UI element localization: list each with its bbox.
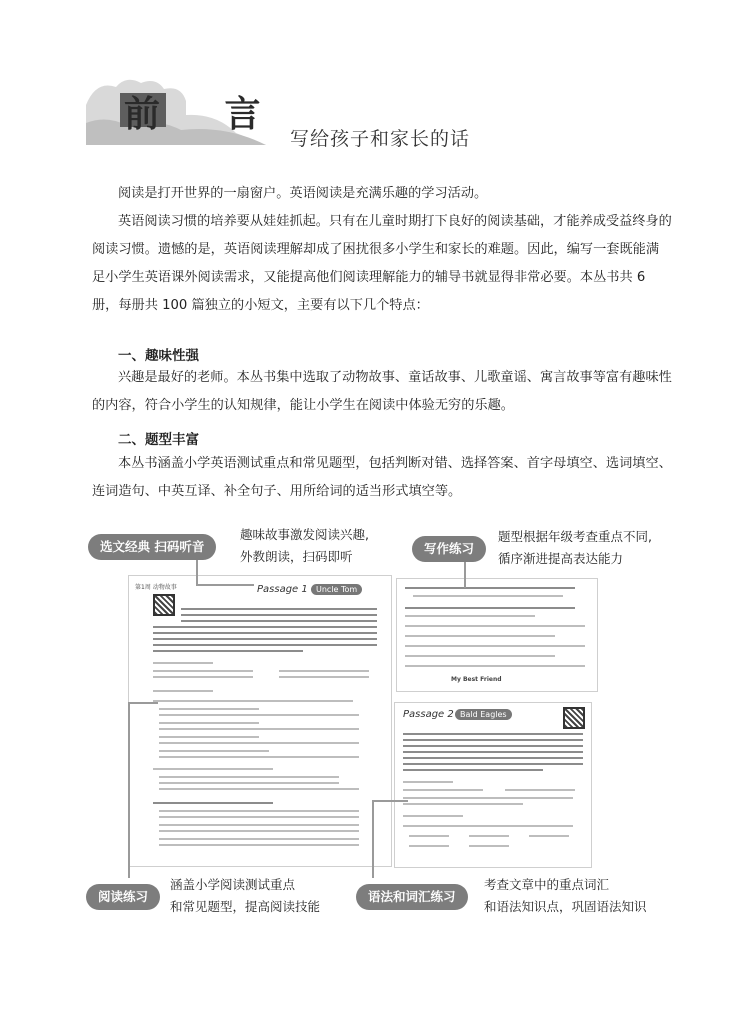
passage2-label: Passage 2 <box>403 709 454 720</box>
connector-line <box>196 584 254 586</box>
tag-writing: 写作练习 <box>412 536 486 562</box>
section2-body-wrap <box>92 450 672 506</box>
sample-writing-page <box>396 578 598 692</box>
sample-page-left: 第1周 动物故事 Passage 1 Uncle Tom <box>128 575 392 867</box>
qr-code-icon <box>153 594 175 616</box>
note-grammar-2: 和语法知识点，巩固语法知识 <box>484 899 647 914</box>
note-reading-1: 涵盖小学阅读测试重点 <box>170 877 296 892</box>
connector-line <box>372 800 374 878</box>
writing-title: My Best Friend <box>451 676 502 683</box>
tag-grammar-vocab: 语法和词汇练习 <box>356 884 468 910</box>
note-grammar-1: 考查文章中的重点词汇 <box>484 877 610 892</box>
note-writing-2: 循序渐进提高表达能力 <box>498 551 624 566</box>
passage1-label: Passage 1 <box>257 584 308 595</box>
connector-line <box>464 560 466 588</box>
tag-classic-texts: 选文经典 扫码听音 <box>88 534 216 560</box>
page-title: 前 言 <box>124 93 287 135</box>
qr-code-icon-2 <box>563 707 585 729</box>
intro-paragraph-1: 阅读是打开世界的一扇窗户。英语阅读是充满乐趣的学习活动。 <box>118 186 488 201</box>
passage2-name: Bald Eagles <box>455 709 512 720</box>
section2-heading: 二、题型丰富 <box>118 432 199 448</box>
note-classic-2: 外教朗读，扫码即听 <box>240 549 353 564</box>
tag-reading: 阅读练习 <box>86 884 160 910</box>
section1-body: 兴趣是最好的老师。本丛书集中选取了动物故事、童话故事、儿歌童谣、寓言故事等富有趣味性的内容，符合小学生的认知规律，能让小学生在阅读中体验无穷的乐趣。 <box>92 370 672 413</box>
intro-paragraph-2: 英语阅读习惯的培养要从娃娃抓起。只有在儿童时期打下良好的阅读基础，才能养成受益终身的阅读习惯。遗憾的是，英语阅读理解却成了困扰很多小学生和家长的难题。因此，编写一套既能满足小学生英语课外阅读需求，又能提高他们阅读理解能力的辅导书就显得非常必要。本丛书共 6 册，每册共 100 篇独立的小短文，主要有以下几个特点： <box>92 214 672 313</box>
note-classic-1: 趣味故事激发阅读兴趣, <box>240 527 369 542</box>
intro-section <box>92 180 672 320</box>
connector-line <box>128 702 158 704</box>
section2-body: 本丛书涵盖小学英语测试重点和常见题型，包括判断对错、选择答案、首字母填空、选词填空、连词造句、中英互译、补全句子、用所给词的适当形式填空等。 <box>92 456 672 499</box>
section1-body-wrap <box>92 364 672 420</box>
sample-page-right <box>394 702 592 868</box>
passage1-name: Uncle Tom <box>311 584 362 595</box>
connector-line <box>128 702 130 878</box>
note-writing-1: 题型根据年级考查重点不同, <box>498 529 652 544</box>
note-reading-2: 和常见题型，提高阅读技能 <box>170 899 321 914</box>
page-subtitle: 写给孩子和家长的话 <box>290 128 471 150</box>
section1-heading: 一、趣味性强 <box>118 348 199 364</box>
connector-line <box>372 800 408 802</box>
